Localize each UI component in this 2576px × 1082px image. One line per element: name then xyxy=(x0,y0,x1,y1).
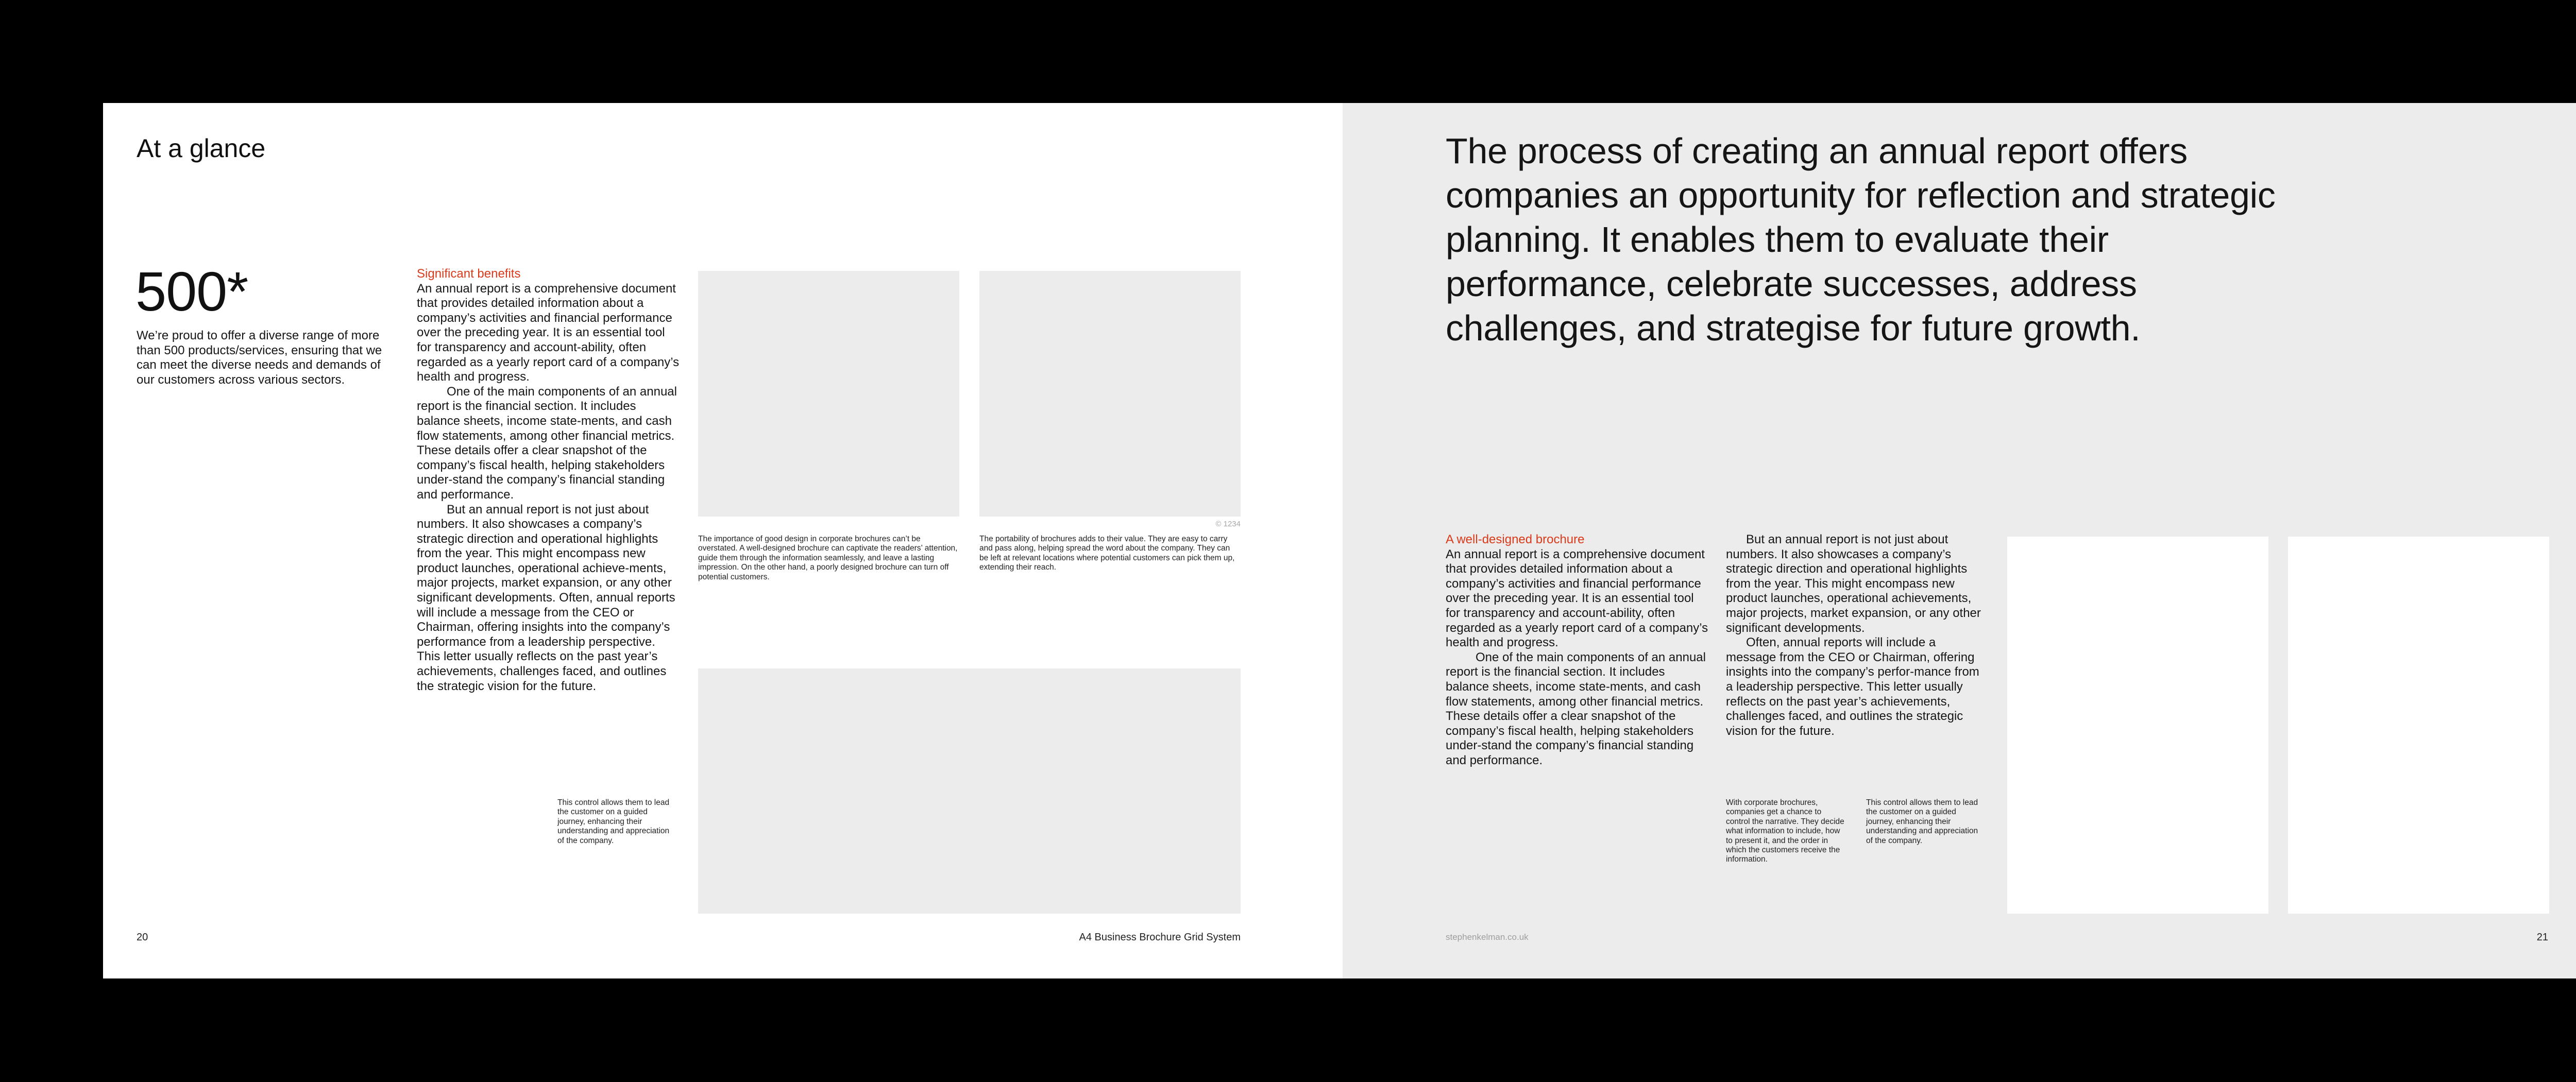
article-paragraph: But an annual report is not just about numbers. It also showcases a company’s strategic direction and operational highlights from the year. This might encompass new product launches, operational achieve-ments, major projects, market expansion, or any other significant developments. Often, annual reports will include a message from the CEO or Chairman, offering insights into the company’s performance from a leadership perspective. This letter usually reflects on the past year’s achievements, challenges faced, and outlines the strategic vision for the future. xyxy=(417,502,675,693)
article-paragraph: One of the main components of an annual report is the financial section. It includes balance sheets, income state-ments, and cash flow statements, among other financial metrics. These details offer a clear snapshot of the company’s fiscal health, helping stakeholders under-stand the company’s financial standing and performance. xyxy=(1446,650,1706,767)
article-column xyxy=(417,267,680,694)
left-page xyxy=(103,103,1343,978)
image-placeholder xyxy=(2007,537,2268,914)
article-column-2 xyxy=(1726,533,1989,738)
article-paragraph: An annual report is a comprehensive document that provides detailed information about a company’s activities and financial performance over the preceding year. It is an essential tool for transparency and account-ability, often regarded as a yearly report card of a company’s health and progress. xyxy=(417,281,680,384)
brochure-spread xyxy=(103,103,2576,978)
running-title: A4 Business Brochure Grid System xyxy=(1079,932,1241,943)
image-caption: The importance of good design in corporate brochures can’t be overstated. A well-designed brochure can captivate the readers’ attention, guide them through the information seamlessly, and leave a lasting impression. On the other hand, a poorly designed brochure can turn off potential customers. xyxy=(698,535,958,581)
page-number: 21 xyxy=(2536,932,2548,943)
stat-description: We’re proud to offer a diverse range of more than 500 products/services, ensuring that we can meet the diverse needs and demands of our customers across various sectors. xyxy=(137,329,382,387)
sidenote-caption: This control allows them to lead the customer on a guided journey, enhancing their understanding and appreciation of the company. xyxy=(557,798,670,845)
image-placeholder-wide xyxy=(698,668,1241,914)
section-title: At a glance xyxy=(137,134,266,163)
article-column-1 xyxy=(1446,533,1708,768)
caption: With corporate brochures, companies get a chance to control the narrative. They decide what information to include, how to present it, and the order in which the customers receive the information. xyxy=(1726,798,1844,864)
lead-statement: The process of creating an annual report offers companies an opportunity for reflection and strategic planning. It enables them to evaluate their performance, celebrate successes, address challenges, and strategise for future growth. xyxy=(1446,131,2276,348)
article-paragraph: But an annual report is not just about numbers. It also showcases a company’s strategic direction and operational highlights from the year. This might encompass new product launches, operational achievements, major projects, market expansion, or any other significant developments. xyxy=(1726,533,1981,635)
website-url: stephenkelman.co.uk xyxy=(1446,932,1529,942)
page-number: 20 xyxy=(137,932,148,943)
image-credit: © 1234 xyxy=(1215,520,1241,528)
stat-number: 500* xyxy=(135,260,248,322)
article-heading: A well-designed brochure xyxy=(1446,533,1585,546)
article-paragraph: An annual report is a comprehensive document that provides detailed information about a company’s activities and financial performance over the preceding year. It is an essential tool for transparency and account-ability, often regarded as a yearly report card of a company’s health and progress. xyxy=(1446,547,1708,650)
image-placeholder xyxy=(698,271,959,517)
article-paragraph: Often, annual reports will include a message from the CEO or Chairman, offering insights into the company’s perfor-mance from a leadership perspective. This letter usually reflects on the past year’s achievements, challenges faced, and outlines the strategic vision for the future. xyxy=(1726,636,1979,738)
article-heading: Significant benefits xyxy=(417,267,521,281)
caption: This control allows them to lead the customer on a guided journey, enhancing their understanding and appreciation of the company. xyxy=(1866,798,1978,845)
article-paragraph: One of the main components of an annual report is the financial section. It includes balance sheets, income state-ments, and cash flow statements, among other financial metrics. These details offer a clear snapshot of the company’s fiscal health, helping stakeholders under-stand the company’s financial standing and performance. xyxy=(417,384,677,502)
image-placeholder xyxy=(979,271,1241,517)
right-page xyxy=(1343,103,2576,978)
image-placeholder xyxy=(2288,537,2549,914)
image-caption: The portability of brochures adds to their value. They are easy to carry and pass along, helping spread the word about the company. They can be left at relevant locations where potential customers can pick them up, extending their reach. xyxy=(979,535,1235,572)
